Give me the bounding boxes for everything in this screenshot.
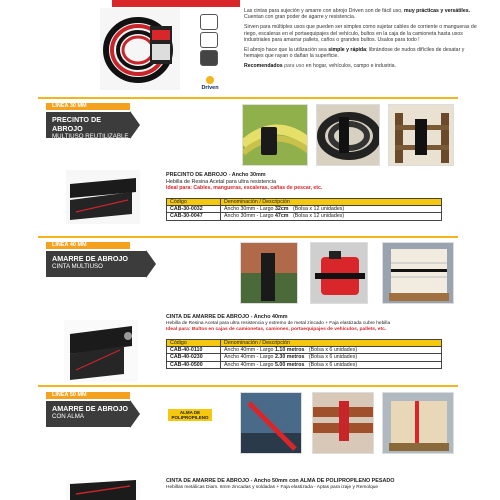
table-row: CAB-40-0230 Ancho 40mm - Largo 2.30 metros (Bolsa x 6 unidades): [167, 354, 442, 361]
product-desc-30: Hebilla de Resina Acetal para ultra resistencia: [166, 178, 276, 185]
section-tab-50: LÍNEA 50 MM: [46, 392, 130, 399]
section-subtitle-40: CINTA MULTIUSO: [52, 263, 103, 270]
section-header-50: [46, 401, 130, 427]
product-info-40: [166, 314, 476, 334]
table-row: CAB-40-0500 Ancho 40mm - Largo 5.00 metros (Bolsa x 6 unidades): [167, 361, 442, 368]
product-image-50: [66, 480, 140, 500]
photo-fuel-can: [310, 242, 368, 304]
section-title-50: AMARRE DE ABROJO: [52, 404, 129, 413]
photo-heavy-pallet: [382, 392, 454, 454]
table-header-row: [167, 340, 442, 347]
photo-hose-tie: [316, 104, 380, 166]
codes-table-40: [166, 339, 442, 369]
product-desc-50: Hebillas metálicas Diam. 6mm zincadas y soldadas + Faja elastizada - Aptas para izaje y Remolque: [166, 484, 379, 490]
section-subtitle-50: CON ALMA: [52, 413, 84, 420]
header-code: Código: [167, 199, 221, 206]
table-row: CAB-30-0047 Ancho 30mm - Largo 47cm (Bolsa x 12 unidades): [167, 213, 442, 220]
section-tab-40: LÍNEA 40 MM: [46, 242, 130, 249]
intro-paragraph-1: Las cintas para sujeción y amarre con abrojo Driven son de fácil uso, muy prácticas y versátiles. Cuentan con gran poder de agarre y resistencia.: [244, 8, 471, 21]
section-arrow-40: [146, 250, 156, 278]
section-header-30: [46, 112, 130, 138]
header-desc: Denominación / Descripción: [221, 340, 442, 347]
hero-product-image: [100, 8, 180, 90]
photo-pallet: [382, 242, 454, 304]
section-divider-30: [38, 97, 458, 99]
section-tab-30: LÍNEA 30 MM: [46, 103, 130, 110]
photo-cable-tie: [242, 104, 308, 166]
product-image-40: [64, 320, 138, 382]
top-banner: [112, 0, 240, 7]
header-code: Código: [167, 340, 221, 347]
product-info-30: [166, 172, 466, 192]
quality-badge-icon: [200, 50, 218, 66]
shield-badge-icon: [200, 32, 218, 48]
section-title-40: AMARRE DE ABROJO: [52, 254, 129, 263]
product-title-50: CINTA DE AMARRE DE ABROJO - Ancho 50mm con ALMA DE POLIPROPILENO PESADO: [166, 478, 395, 484]
intro-paragraph-3: El abrojo hace que la utilización sea simple y rápida; librándose de nudos difíciles de desatar y hemajes que rayan o dañan la superficie.: [244, 46, 465, 60]
intro-text: [244, 8, 484, 73]
table-row: CAB-40-0110 Ancho 40mm - Largo 1.10 metros (Bolsa x 6 unidades): [167, 347, 442, 354]
section-divider-40: [38, 236, 458, 238]
driven-logo-icon: [206, 76, 214, 84]
section-title-30: PRECINTO DE ABROJO: [52, 115, 101, 133]
table-row: CAB-30-0032 Ancho 30mm - Largo 32cm (Bolsa x 12 unidades): [167, 206, 442, 213]
section-arrow-50: [130, 400, 140, 428]
photo-ladder-tie: [388, 104, 454, 166]
product-title-40: CINTA DE AMARRE DE ABROJO - Ancho 40mm: [166, 314, 288, 320]
section-subtitle-30: MULTIUSO REUTILIZABLE: [52, 133, 129, 140]
intro-paragraph-4: Recomendados para uso en hogar, vehículos, campo e industria.: [244, 63, 397, 70]
product-desc-40: Hebilla de Resina Acetal para ultra resistencia y extremo de metal zincado + Faja elastizada cubre hebilla: [166, 320, 391, 326]
product-ideal-30: Ideal para: Cables, mangueras, escaleras, cañas de pescar, etc.: [166, 185, 323, 192]
section-header-40: [46, 251, 146, 277]
section-divider-50: [38, 385, 458, 387]
table-header-row: [167, 199, 442, 206]
product-info-50: [166, 478, 486, 491]
product-title-30: PRECINTO DE ABROJO - Ancho 30mm: [166, 172, 266, 178]
product-image-30: [66, 170, 140, 224]
product-ideal-40: Ideal para: Bultos en cajas de camionetas, camiones, portaequipajes de vehículos, pallets, etc.: [166, 327, 387, 333]
brand-name: Driven: [201, 85, 219, 91]
photo-pipe-tie: [312, 392, 374, 454]
photo-truck-tie: [240, 392, 302, 454]
photo-garden-tie: [240, 242, 298, 304]
codes-table-30: [166, 198, 442, 221]
kg-badge-icon: [200, 14, 218, 30]
header-desc: Denominación / Descripción: [221, 199, 442, 206]
alma-tag: ALMA DE POLIPROPILENO: [168, 409, 212, 421]
driven-logo: [195, 76, 225, 91]
intro-paragraph-2: Sirven para múltiples usos que pueden ser simples como sujetar cables de corriente o mangueras de riego, escaleras en el portaequipajes del vehículo, bultos en la caja de la camioneta hasta usos industriales para amarrar pallets, caños o grandes bultos. Usalos para todo !: [244, 24, 477, 44]
section-arrow-30: [130, 111, 140, 139]
